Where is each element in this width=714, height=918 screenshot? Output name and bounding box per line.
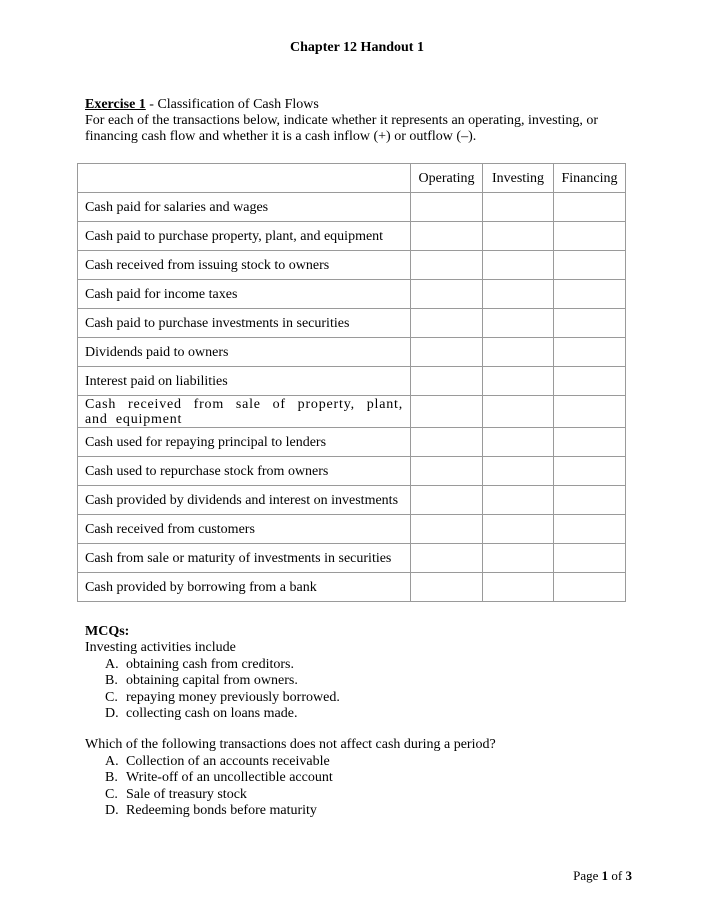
investing-cell[interactable] [483, 515, 554, 544]
option-text: Write-off of an uncollectible account [126, 770, 333, 786]
table-row [78, 457, 626, 486]
operating-cell[interactable] [411, 396, 483, 428]
transaction-label: Cash paid for income taxes [78, 280, 411, 309]
operating-cell[interactable] [411, 309, 483, 338]
financing-cell[interactable] [554, 367, 626, 396]
operating-cell[interactable] [411, 280, 483, 309]
handout-title: Chapter 12 Handout 1 [290, 40, 424, 55]
option-text: Redeeming bonds before maturity [126, 803, 317, 819]
investing-cell[interactable] [483, 544, 554, 573]
table-row [78, 515, 626, 544]
header-investing: Investing [483, 164, 554, 193]
financing-cell[interactable] [554, 486, 626, 515]
mcq-question: Investing activities include [85, 640, 236, 656]
option-text: Sale of treasury stock [126, 786, 247, 802]
investing-cell[interactable] [483, 222, 554, 251]
investing-cell[interactable] [483, 486, 554, 515]
transaction-label: Cash from sale or maturity of investments in securities [78, 544, 411, 573]
mcq-section [85, 624, 645, 819]
page-word: Page [573, 868, 602, 883]
investing-cell[interactable] [483, 428, 554, 457]
operating-cell[interactable] [411, 251, 483, 280]
transaction-label: Interest paid on liabilities [78, 367, 411, 396]
option-key: D. [105, 706, 119, 722]
operating-cell[interactable] [411, 486, 483, 515]
mcq-option [105, 706, 645, 722]
transaction-label: Cash paid to purchase property, plant, and equipment [78, 222, 411, 251]
financing-cell[interactable] [554, 396, 626, 428]
mcq-question: Which of the following transactions does not affect cash during a period? [85, 737, 496, 753]
table-row [78, 309, 626, 338]
mcq-heading: MCQs: [85, 624, 130, 639]
table-row [78, 428, 626, 457]
table-row [78, 338, 626, 367]
mcq-options [85, 657, 645, 723]
operating-cell[interactable] [411, 544, 483, 573]
mcq-option [105, 673, 645, 689]
header-financing: Financing [554, 164, 626, 193]
table-header-row [78, 164, 626, 193]
transaction-label: Cash paid to purchase investments in securities [78, 309, 411, 338]
option-key: A. [105, 753, 119, 769]
option-text: repaying money previously borrowed. [126, 689, 340, 705]
financing-cell[interactable] [554, 309, 626, 338]
transaction-label: Cash used for repaying principal to lenders [78, 428, 411, 457]
operating-cell[interactable] [411, 193, 483, 222]
page-number [573, 868, 632, 884]
mcq-option [105, 690, 645, 706]
current-page: 1 [601, 868, 609, 883]
table-row [78, 251, 626, 280]
operating-cell[interactable] [411, 338, 483, 367]
table-row [78, 573, 626, 602]
transaction-label: Cash received from sale of property, plant, and equipment [78, 396, 411, 428]
transaction-label: Cash paid for salaries and wages [78, 193, 411, 222]
header-operating: Operating [411, 164, 483, 193]
exercise-section [85, 97, 625, 145]
table-row [78, 280, 626, 309]
financing-cell[interactable] [554, 573, 626, 602]
investing-cell[interactable] [483, 251, 554, 280]
table-row [78, 544, 626, 573]
financing-cell[interactable] [554, 428, 626, 457]
financing-cell[interactable] [554, 338, 626, 367]
operating-cell[interactable] [411, 515, 483, 544]
option-text: obtaining cash from creditors. [126, 656, 294, 672]
transaction-label: Cash provided by dividends and interest on investments [78, 486, 411, 515]
transaction-label: Cash received from issuing stock to owners [78, 251, 411, 280]
option-key: A. [105, 656, 119, 672]
of-word: of [608, 868, 626, 883]
option-key: C. [105, 786, 118, 802]
header-blank [78, 164, 411, 193]
financing-cell[interactable] [554, 280, 626, 309]
mcq-options [85, 754, 645, 820]
option-key: C. [105, 689, 118, 705]
operating-cell[interactable] [411, 573, 483, 602]
exercise-label: Exercise 1 [85, 97, 146, 112]
option-key: B. [105, 673, 118, 689]
investing-cell[interactable] [483, 573, 554, 602]
table-row [78, 396, 626, 428]
table-row [78, 486, 626, 515]
operating-cell[interactable] [411, 367, 483, 396]
table-row [78, 222, 626, 251]
financing-cell[interactable] [554, 193, 626, 222]
financing-cell[interactable] [554, 222, 626, 251]
option-key: D. [105, 803, 119, 819]
table-row [78, 193, 626, 222]
mcq-option [105, 770, 645, 786]
investing-cell[interactable] [483, 193, 554, 222]
operating-cell[interactable] [411, 222, 483, 251]
financing-cell[interactable] [554, 544, 626, 573]
investing-cell[interactable] [483, 309, 554, 338]
investing-cell[interactable] [483, 457, 554, 486]
mcq-option [105, 754, 645, 770]
option-text: collecting cash on loans made. [126, 706, 298, 722]
transaction-label: Dividends paid to owners [78, 338, 411, 367]
investing-cell[interactable] [483, 367, 554, 396]
mcq-option [105, 657, 645, 673]
cash-flow-table [77, 163, 626, 602]
investing-cell[interactable] [483, 396, 554, 428]
financing-cell[interactable] [554, 515, 626, 544]
transaction-label: Cash provided by borrowing from a bank [78, 573, 411, 602]
transaction-label: Cash used to repurchase stock from owners [78, 457, 411, 486]
financing-cell[interactable] [554, 457, 626, 486]
exercise-title: - Classification of Cash Flows [145, 97, 319, 112]
exercise-heading [85, 97, 625, 113]
option-key: B. [105, 770, 118, 786]
financing-cell[interactable] [554, 251, 626, 280]
mcq-option [105, 803, 645, 819]
total-pages: 3 [625, 868, 632, 883]
option-text: Collection of an accounts receivable [126, 753, 330, 769]
transaction-label: Cash received from customers [78, 515, 411, 544]
investing-cell[interactable] [483, 338, 554, 367]
option-text: obtaining capital from owners. [126, 673, 298, 689]
table-row [78, 367, 626, 396]
mcq-option [105, 787, 645, 803]
operating-cell[interactable] [411, 457, 483, 486]
operating-cell[interactable] [411, 428, 483, 457]
exercise-instructions: For each of the transactions below, indicate whether it represents an operating, investing, or financing cash flow and whether it is a cash inflow (+) or outflow (–). [85, 113, 599, 144]
investing-cell[interactable] [483, 280, 554, 309]
